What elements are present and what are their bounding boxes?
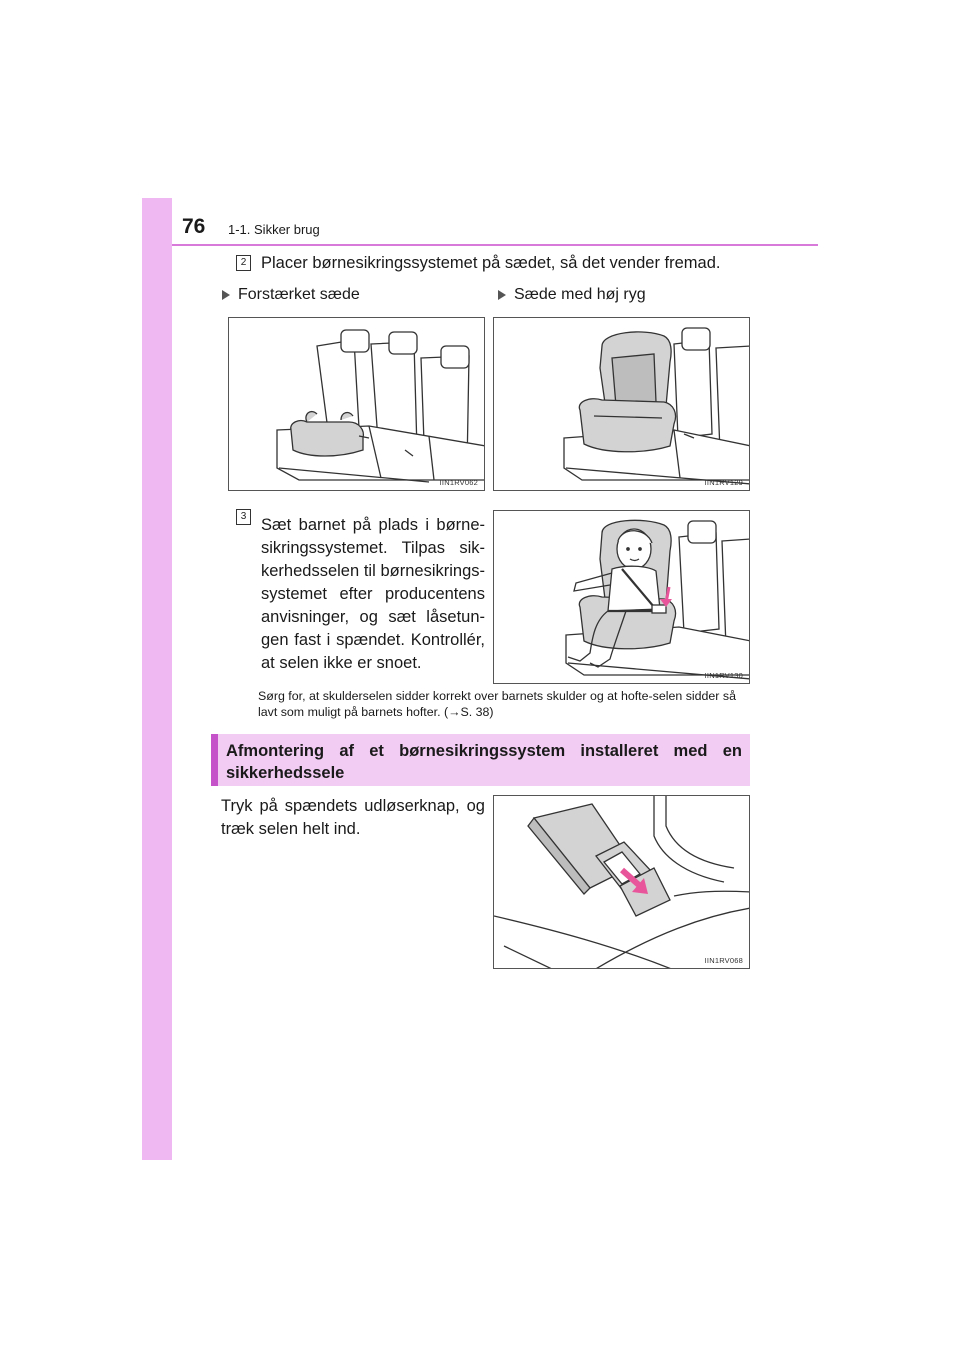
option-highback-label: Sæde med høj ryg <box>514 286 646 303</box>
step-2-text: Placer børnesikringssystemet på sædet, så det vender fremad. <box>261 254 721 272</box>
child-in-seat-drawing <box>494 511 750 684</box>
section-text: Tryk på spændets udløserknap, og træk selen helt ind. <box>221 797 485 838</box>
figure-code: IIN1RV062 <box>439 478 478 487</box>
figure-code: IIN1RV068 <box>704 956 743 965</box>
option-booster-label: Forstærket sæde <box>238 286 360 303</box>
highback-seat-drawing <box>494 318 750 491</box>
step-3-badge: 3 <box>236 509 251 525</box>
figure-code: IIN1RV130 <box>704 671 743 680</box>
section-heading-accent <box>211 734 218 786</box>
step-2-badge: 2 <box>236 255 251 271</box>
option-booster <box>222 286 360 304</box>
figure-code: IIN1RV129 <box>704 478 743 487</box>
booster-seat-illustration <box>228 317 485 491</box>
buckle-release-illustration <box>493 795 750 969</box>
triangle-bullet-icon <box>498 290 506 300</box>
safety-note: Sørg for, at skulderselen sidder korrekt over barnets skulder og at hofte-selen sidder så lavt som muligt på barnets hofter. (→S. 38) <box>258 689 736 719</box>
section-heading: Afmontering af et børnesikringssystem installeret med en sikkerhedssele <box>226 742 742 782</box>
highback-seat-illustration <box>493 317 750 491</box>
triangle-bullet-icon <box>222 290 230 300</box>
section-title: 1-1. Sikker brug <box>228 222 320 237</box>
option-highback <box>498 286 646 304</box>
page-number: 76 <box>182 215 206 238</box>
chapter-sidebar <box>142 198 172 1160</box>
child-in-seat-illustration <box>493 510 750 684</box>
step-3-text: Sæt barnet på plads i børne-sikringssystemet. Tilpas sik-kerhedsselen til børnesikrings-systemet efter producentens anvisninger, og sæt låsetun-gen fast i spændet. Kontrollér, at selen ikke er snoet. <box>261 516 485 672</box>
header-divider <box>172 244 818 246</box>
buckle-release-drawing <box>494 796 750 969</box>
booster-seat-drawing <box>229 318 485 491</box>
